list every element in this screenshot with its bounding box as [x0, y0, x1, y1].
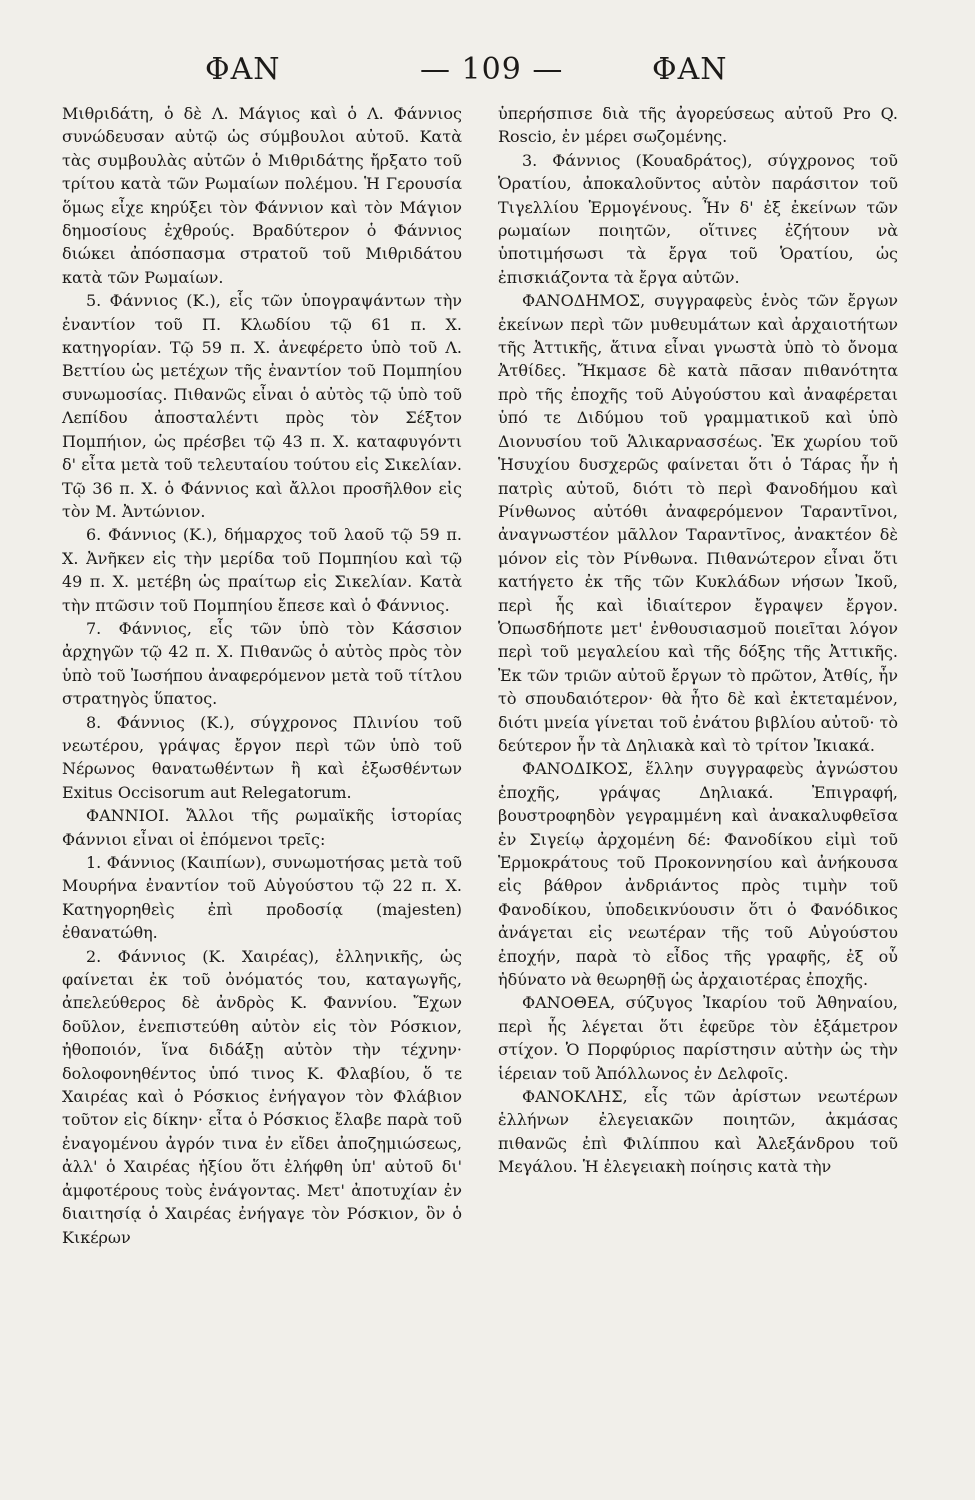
entry-paragraph: ΦΑΝΟΔΙΚΟΣ, ἕλλην συγγραφεὺς ἀγνώστου ἐποχῆς, γράψας Δηλιακά. Ἐπιγραφή, βουστροφηδὸν γεγραμμένη καὶ ἀνακαλυφθεῖσα ἐν Σιγείῳ ἀρχομένη δέ: Φανοδίκου εἰμὶ τοῦ Ἑρμοκράτους τοῦ Προκοννησίου καὶ ἀνήκουσα εἰς βάθρον ἀνδριάντος πρὸς τιμὴν τοῦ Φανοδίκου, ὑποδεικνύουσιν ὅτι ὁ Φανόδικος ἀνάγεται εἰς νεωτέραν τῆς τοῦ Αὐγούστου ἐποχήν, παρὰ τὸ εἶδος τῆς γραφῆς, ἐξ οὗ ἠδύνατο νὰ θεωρηθῇ ὡς ἀρχαιοτέρας ἐποχῆς.	[498, 759, 898, 990]
entry-paragraph: Μιθριδάτη, ὁ δὲ Λ. Μάγιος καὶ ὁ Λ. Φάννιος συνώδευσαν αὐτῷ ὡς σύμβουλοι αὐτοῦ. Κατὰ τὰς συμβουλὰς αὐτῶν ὁ Μιθριδάτης ἤρξατο τοῦ τρίτου κατὰ τῶν Ρωμαίων πολέμου. Ἡ Γερουσία ὅμως εἶχε κηρύξει τὸν Φάννιον καὶ τὸν Μάγιον δημοσίους ἐχθρούς. Βραδύτερον ὁ Φάννιος διώκει ἀπόσπασμα στρατοῦ τοῦ Μιθριδάτου κατὰ τῶν Ρωμαίων.	[62, 104, 462, 287]
entry-paragraph: ὑπερήσπισε διὰ τῆς ἀγορεύσεως αὐτοῦ Pro Q. Roscio, ἐν μέρει σωζομένης.	[498, 104, 898, 147]
header-left-keyword: ΦΑΝ	[205, 52, 281, 87]
entry-paragraph: 2. Φάννιος (Κ. Χαιρέας), ἑλληνικῆς, ὡς φαίνεται ἐκ τοῦ ὀνόματός του, καταγωγῆς, ἀπελεύθερος δὲ ἀνδρὸς Κ. Φαννίου. Ἔχων δοῦλον, ἐνεπιστεύθη αὐτὸν εἰς τὸν Ρόσκιον, ἠθοποιόν, ἵνα διδάξῃ αὐτὸν τὴν τέχνην· δολοφονηθέντος ὑπό τινος Κ. Φλαβίου, ὅ τε Χαιρέας καὶ ὁ Ρόσκιος ἐνήγαγον τὸν Φλάβιον τοῦτον εἰς δίκην· εἶτα ὁ Ρόσκιος ἔλαβε παρὰ τοῦ ἐναγομένου ἀγρόν τινα ἐν εἴδει ἀποζημιώσεως, ἀλλ' ὁ Χαιρέας ἠξίου ὅτι ἐλήφθη ὑπ' αὐτοῦ δι' ἀμφοτέρους τοὺς ἐνάγοντας. Μετ' ἀποτυχίαν ἐν διαιτησίᾳ ὁ Χαιρέας ἐνήγαγε τὸν Ρόσκιον, ὃν ὁ Κικέρων	[62, 946, 462, 1247]
entry-paragraph: ΦΑΝΟΚΛΗΣ, εἷς τῶν ἀρίστων νεωτέρων ἑλλήνων ἐλεγειακῶν ποιητῶν, ἀκμάσας πιθανῶς ἐπὶ Φιλίππου καὶ Ἀλεξάνδρου τοῦ Μεγάλου. Ἡ ἐλεγειακὴ ποίησις κατὰ τὴν	[498, 1087, 898, 1177]
entry-paragraph: ΦΑΝΟΔΗΜΟΣ, συγγραφεὺς ἑνὸς τῶν ἔργων ἐκείνων περὶ τῶν μυθευμάτων καὶ ἀρχαιοτήτων τῆς Ἀττικῆς, ἅτινα εἶναι γνωστὰ ὑπὸ τὸ ὄνομα Ἀτθίδες. Ἤκμασε δὲ κατὰ πᾶσαν πιθανότητα πρὸ τῆς ἐποχῆς τοῦ Αὐγούστου καὶ ἀναφέρεται ὑπό τε Διδύμου τοῦ γραμματικοῦ καὶ ὑπὸ Διονυσίου τοῦ Ἁλικαρνασσέως. Ἐκ χωρίου τοῦ Ἡσυχίου δυσχερῶς φαίνεται ὅτι ὁ Τάρας ἦν ἡ πατρὶς αὐτοῦ, διότι τὸ περὶ Φανοδήμου καὶ Ρίνθωνος αὐτόθι ἀναφερόμενον Ταραντῖνοι, ἀναγνωστέον μᾶλλον Ταραντῖνος, ἀνακτέον δὲ μόνον εἰς τὸν Ρίνθωνα. Πιθανώτερον εἶναι ὅτι κατήγετο ἐκ τῆς τῶν Κυκλάδων νήσων Ἰκοῦ, περὶ ἧς καὶ ἰδιαίτερον ἔγραψεν ἔργον. Ὁπωσδήποτε μετ' ἐνθουσιασμοῦ ποιεῖται λόγον περὶ τοῦ μεγαλείου καὶ τῆς δόξης τῆς Ἀττικῆς. Ἐκ τῶν τριῶν αὐτοῦ ἔργων τὸ πρῶτον, Ἀτθίς, ἦν τὸ σπουδαιότερον· θὰ ἦτο δὲ καὶ ἐκτεταμένον, διότι μνεία γίνεται τοῦ ἐνάτου βιβλίου αὐτοῦ· τὸ δεύτερον ἦν τὰ Δηλιακὰ καὶ τὸ τρίτον Ἰκιακά.	[498, 291, 898, 755]
right-column	[498, 102, 898, 1482]
header-right-keyword: ΦΑΝ	[652, 52, 728, 87]
entry-paragraph: 5. Φάννιος (Κ.), εἷς τῶν ὑπογραψάντων τὴν ἐναντίον τοῦ Π. Κλωδίου τῷ 61 π. Χ. κατηγορίαν. Τῷ 59 π. Χ. ἀνεφέρετο ὑπὸ τοῦ Λ. Βεττίου ὡς μετέχων τῆς ἐναντίον τοῦ Πομπηίου συνωμοσίας. Πιθανῶς εἶναι ὁ αὐτὸς τῷ ὑπὸ τοῦ Λεπίδου ἀποσταλέντι πρὸς τὸν Σέξτον Πομπήιον, ὡς πρέσβει τῷ 43 π. Χ. καταφυγόντι δ' εἶτα μετὰ τοῦ τελευταίου τούτου εἰς Σικελίαν. Τῷ 36 π. Χ. ὁ Φάννιος καὶ ἄλλοι προσῆλθον εἰς τὸν Μ. Ἀντώνιον.	[62, 291, 462, 521]
left-column	[62, 102, 462, 1482]
entry-paragraph: ΦΑΝΝΙΟΙ. Ἄλλοι τῆς ρωμαϊκῆς ἱστορίας Φάννιοι εἶναι οἱ ἑπόμενοι τρεῖς:	[62, 806, 462, 849]
page-number: — 109 —	[420, 52, 564, 87]
running-header	[0, 52, 975, 102]
entry-paragraph: 8. Φάννιος (Κ.), σύγχρονος Πλινίου τοῦ νεωτέρου, γράψας ἔργον περὶ τῶν ὑπὸ τοῦ Νέρωνος θανατωθέντων ἢ καὶ ἐξωσθέντων Exitus Occisorum aut Relegatorum.	[62, 712, 462, 802]
entry-paragraph: 7. Φάννιος, εἷς τῶν ὑπὸ τὸν Κάσσιον ἀρχηγῶν τῷ 42 π. Χ. Πιθανῶς ὁ αὐτὸς πρὸς τὸν ὑπὸ τοῦ Ἰωσήπου ἀναφερόμενον μετὰ τοῦ τίτλου στρατηγὸς ὕπατος.	[62, 618, 462, 709]
entry-paragraph: 3. Φάννιος (Κουαδράτος), σύγχρονος τοῦ Ὁρατίου, ἀποκαλοῦντος αὐτὸν παράσιτον τοῦ Τιγελλίου Ἑρμογένους. Ἦν δ' ἐξ ἐκείνων τῶν ρωμαίων ποιητῶν, οἵτινες ἐζήτουν νὰ ὑποτιμήσωσι τὰ ἔργα τοῦ Ὁρατίου, ὡς ἐπισκιάζοντα τὰ ἔργα αὐτῶν.	[498, 150, 898, 287]
entry-paragraph: 1. Φάννιος (Καιπίων), συνωμοτήσας μετὰ τοῦ Μουρήνα ἐναντίον τοῦ Αὐγούστου τῷ 22 π. Χ. Κατηγορηθεὶς ἐπὶ προδοσίᾳ (majesten) ἐθανατώθη.	[62, 853, 462, 943]
entry-paragraph: 6. Φάννιος (Κ.), δήμαρχος τοῦ λαοῦ τῷ 59 π. Χ. Ἀνῆκεν εἰς τὴν μερίδα τοῦ Πομπηίου καὶ τῷ 49 π. Χ. μετέβη ὡς πραίτωρ εἰς Σικελίαν. Κατὰ τὴν πτῶσιν τοῦ Πομπηίου ἔπεσε καὶ ὁ Φάννιος.	[62, 525, 462, 615]
entry-paragraph: ΦΑΝΟΘΕΑ, σύζυγος Ἰκαρίου τοῦ Ἀθηναίου, περὶ ἧς λέγεται ὅτι ἐφεῦρε τὸν ἑξάμετρον στίχον. Ὁ Πορφύριος παρίστησιν αὐτὴν ὡς τὴν ἱέρειαν τοῦ Ἀπόλλωνος ἐν Δελφοῖς.	[498, 993, 898, 1083]
